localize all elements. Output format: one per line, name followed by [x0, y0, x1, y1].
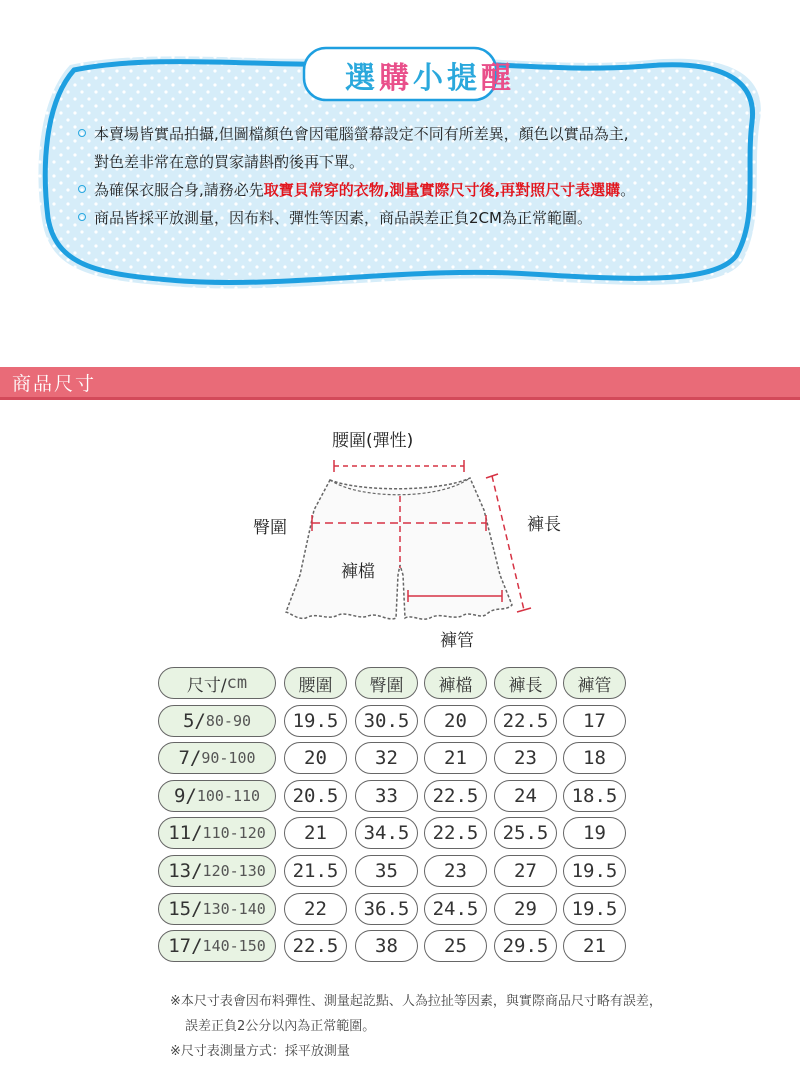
footnote: ※尺寸表測量方式：採平放測量 — [170, 1044, 350, 1059]
measure-cell: 20 — [424, 705, 487, 737]
label-waist: 腰圍(彈性) — [332, 431, 414, 451]
size-height-range: 110-120 — [202, 824, 266, 842]
header-cell: 褲檔 — [424, 667, 487, 699]
size-height-range: 90-100 — [201, 749, 256, 767]
bullet-icon — [78, 185, 86, 193]
measure-cell: 21 — [424, 742, 487, 774]
measure-cell: 20.5 — [284, 780, 347, 812]
header-size — [158, 667, 276, 699]
measure-cell: 35 — [355, 855, 418, 887]
notice-highlight: 取寶貝常穿的衣物,測量實際尺寸後,再對照尺寸表選購 — [263, 181, 621, 199]
measure-cell: 22.5 — [424, 780, 487, 812]
measure-cell: 23 — [494, 742, 557, 774]
measure-cell: 19 — [563, 817, 626, 849]
measure-cell: 19.5 — [284, 705, 347, 737]
size-height-range: 130-140 — [202, 900, 266, 918]
measure-cell: 29.5 — [494, 930, 557, 962]
measure-cell: 24.5 — [424, 893, 487, 925]
size-number: 9/ — [173, 785, 197, 807]
section-header-product-size — [0, 367, 800, 400]
size-cell — [158, 742, 276, 774]
notice-title — [322, 46, 538, 104]
measure-cell: 24 — [494, 780, 557, 812]
notice-title-char: 小 — [413, 61, 447, 96]
footnote: 誤差正負2公分以內為正常範圍。 — [185, 1019, 376, 1034]
measure-cell: 36.5 — [355, 893, 418, 925]
notice-item — [78, 204, 768, 232]
header-cell: 臀圍 — [355, 667, 418, 699]
measure-cell: 25 — [424, 930, 487, 962]
measure-cell: 20 — [284, 742, 347, 774]
footnote: ※本尺寸表會因布料彈性、測量起訖點、人為拉扯等因素，與實際商品尺寸略有誤差， — [170, 994, 662, 1009]
measure-cell: 30.5 — [355, 705, 418, 737]
header-cell: 褲管 — [563, 667, 626, 699]
measure-cell: 21 — [284, 817, 347, 849]
label-leg: 褲管 — [440, 631, 474, 651]
size-number: 11/ — [168, 822, 203, 844]
measure-cell: 18.5 — [563, 780, 626, 812]
measure-cell: 32 — [355, 742, 418, 774]
size-cell — [158, 893, 276, 925]
measure-cell: 22 — [284, 893, 347, 925]
label-length: 褲長 — [527, 515, 561, 535]
size-cell — [158, 817, 276, 849]
measure-cell: 22.5 — [494, 705, 557, 737]
size-cell — [158, 705, 276, 737]
bullet-icon — [78, 213, 86, 221]
notice-item-text: 為確保衣服合身,請務必先 — [94, 181, 264, 199]
measure-cell: 29 — [494, 893, 557, 925]
measure-cell: 25.5 — [494, 817, 557, 849]
measure-cell: 18 — [563, 742, 626, 774]
header-size-label: 尺寸/ — [186, 675, 227, 696]
notice-title-text — [345, 53, 515, 97]
purchase-notice — [30, 40, 770, 298]
label-rise: 褲檔 — [341, 562, 375, 582]
size-height-range: 80-90 — [205, 712, 252, 730]
notice-title-char: 選 — [345, 61, 379, 96]
size-height-range: 100-110 — [196, 787, 261, 805]
header-cell: 腰圍 — [284, 667, 347, 699]
measure-cell: 17 — [563, 705, 626, 737]
measure-cell: 19.5 — [563, 855, 626, 887]
size-cell — [158, 930, 276, 962]
notice-item — [78, 176, 768, 204]
size-height-range: 120-130 — [202, 862, 266, 880]
section-title: 商品尺寸 — [12, 373, 97, 395]
header-cell: 褲長 — [494, 667, 557, 699]
measure-cell: 33 — [355, 780, 418, 812]
size-height-range: 140-150 — [202, 937, 266, 955]
size-number: 17/ — [168, 935, 203, 957]
notice-list — [78, 120, 768, 232]
measure-cell: 22.5 — [284, 930, 347, 962]
notice-item-text: 商品皆採平放測量，因布料、彈性等因素，商品誤差正負2CM為正常範圍。 — [94, 209, 592, 227]
measure-cell: 22.5 — [424, 817, 487, 849]
notice-item — [78, 120, 768, 148]
measure-cell: 27 — [494, 855, 557, 887]
bullet-icon — [78, 129, 86, 137]
label-hip: 臀圍 — [253, 518, 287, 538]
size-number: 15/ — [168, 898, 203, 920]
measure-cell: 21 — [563, 930, 626, 962]
notice-item-text: 對色差非常在意的買家請斟酌後再下單。 — [94, 153, 365, 171]
measure-cell: 38 — [355, 930, 418, 962]
notice-item-text: 本賣場皆實品拍攝,但圖檔顏色會因電腦螢幕設定不同有所差異，顏色以實品為主, — [94, 125, 629, 143]
size-number: 5/ — [182, 710, 206, 732]
header-size-unit: cm — [226, 673, 248, 693]
notice-item-continued — [78, 148, 768, 176]
measure-cell: 21.5 — [284, 855, 347, 887]
size-number: 13/ — [168, 860, 203, 882]
measure-cell: 23 — [424, 855, 487, 887]
notice-item-end: 。 — [620, 181, 636, 199]
size-cell — [158, 855, 276, 887]
notice-title-char: 購 — [379, 61, 413, 96]
size-cell — [158, 780, 276, 812]
shorts-measurement-diagram — [0, 400, 800, 660]
notice-title-char: 醒 — [481, 61, 515, 96]
notice-title-char: 提 — [447, 61, 481, 96]
measure-cell: 34.5 — [355, 817, 418, 849]
size-number: 7/ — [178, 747, 202, 769]
measure-cell: 19.5 — [563, 893, 626, 925]
